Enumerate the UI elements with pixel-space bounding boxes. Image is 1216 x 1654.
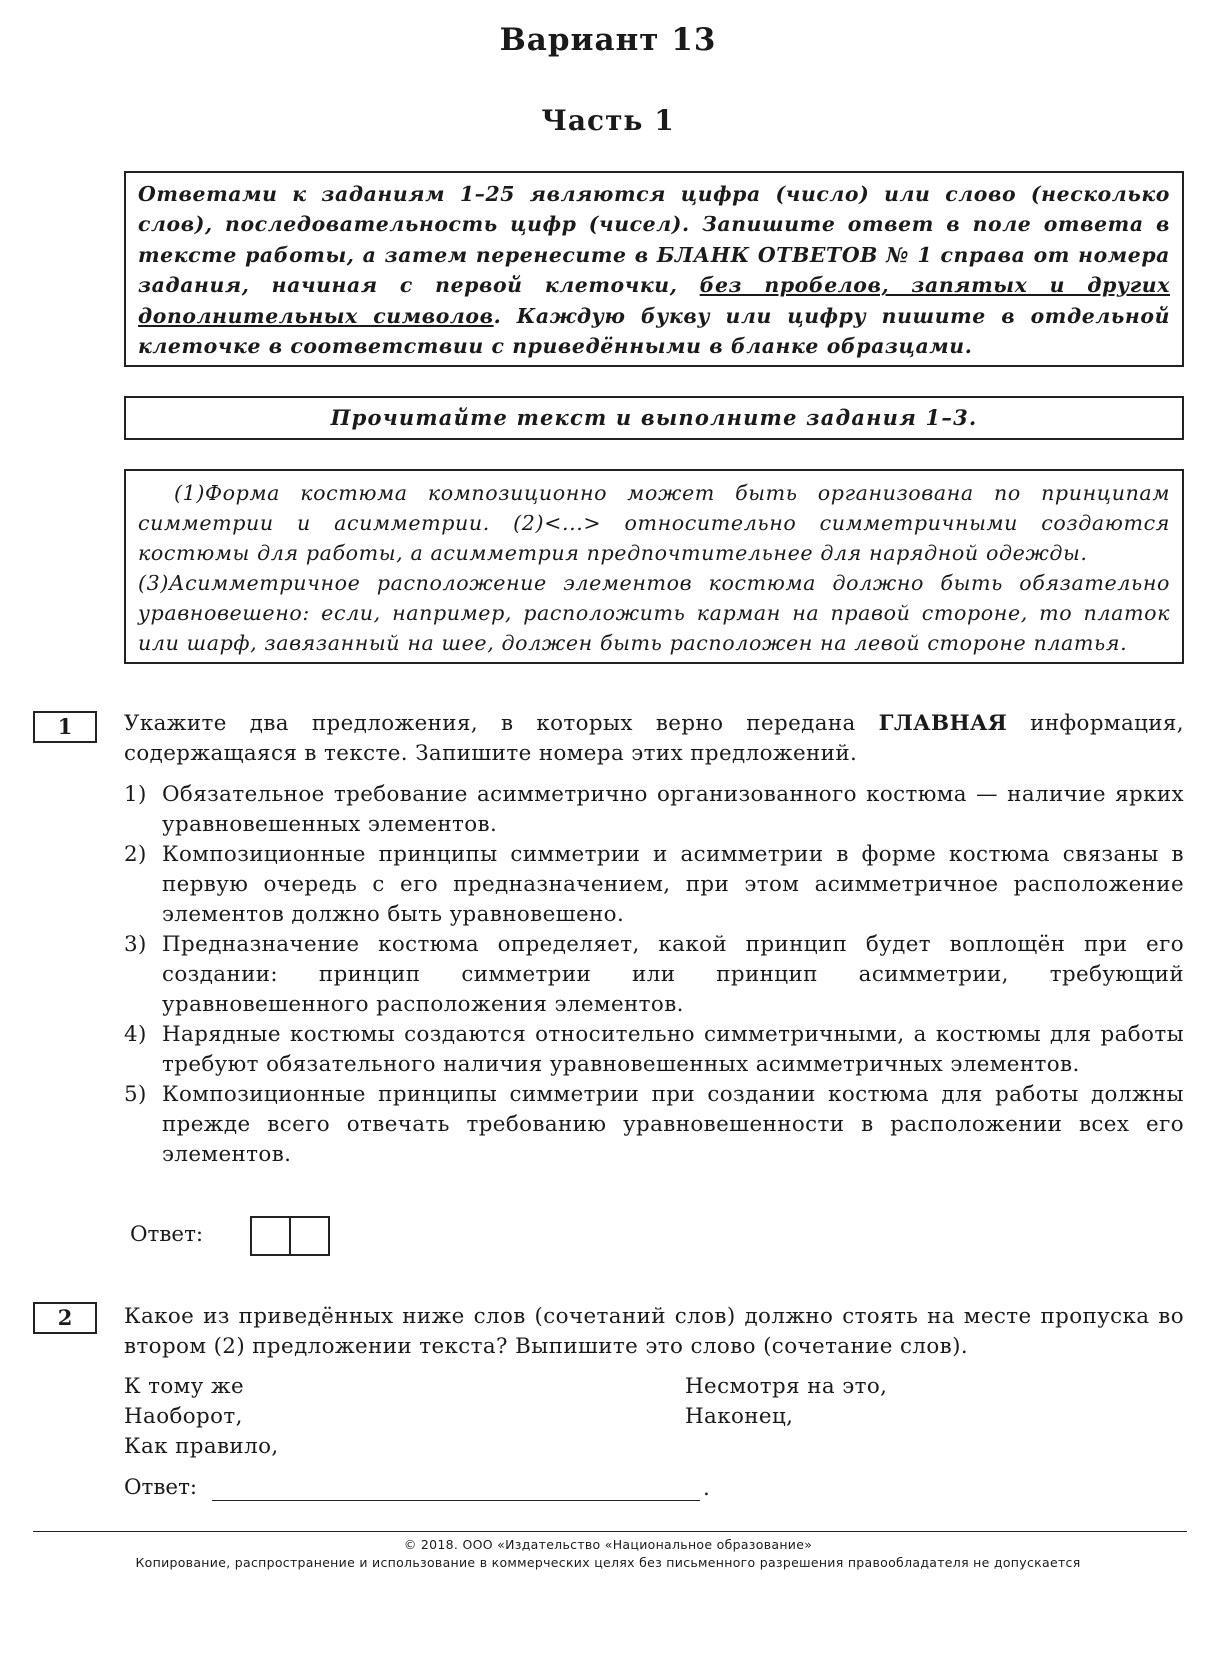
task-1-question — [124, 709, 1184, 769]
option-text: Нарядные костюмы создаются относительно симметричными, а костюмы для работы требуют обязательного наличия уравновешенных асимметричных элементов. — [162, 1022, 1184, 1077]
footer-notice: Копирование, распространение и использование в коммерческих целях без письменного разрешения правообладателя не допускается — [135, 1555, 1081, 1570]
read-instruction-box — [124, 396, 1184, 440]
answer-cell-1[interactable] — [252, 1218, 291, 1254]
answer-cell-2[interactable] — [291, 1218, 328, 1254]
option-number: 2) — [124, 842, 147, 867]
option-text: Композиционные принципы симметрии и асимметрии в форме костюма связаны в первую очередь с его предназначением, при этом асимметричное расположение элементов должно быть уравновешено. — [162, 842, 1184, 927]
footer-divider — [33, 1531, 1187, 1532]
instructions-text: Ответами к заданиям 1–25 являются цифра (число) или слово (несколько слов), последовательность цифр (чисел). Запишите ответ в поле ответа в тексте работы, а затем перенесите в БЛАНК ОТВЕТОВ № 1 справа от номера задания, начиная с первой клеточки, — [138, 182, 1170, 298]
part-title: Часть 1 — [541, 104, 675, 137]
option-number: 4) — [124, 1022, 147, 1047]
option-2 — [124, 840, 1184, 930]
task-2-answer-line[interactable] — [212, 1500, 700, 1501]
task-2-question: Какое из приведённых ниже слов (сочетаний слов) должно стоять на месте пропуска во втором (2) предложении текста? Выпишите это слово (сочетание слов). — [124, 1304, 1184, 1359]
option-5 — [124, 1080, 1184, 1170]
footer-copyright: © 2018. ООО «Издательство «Национальное образование» — [403, 1537, 813, 1552]
option-4 — [124, 1020, 1184, 1080]
option-number: 1) — [124, 782, 147, 807]
instructions-text-end: . Каждую букву или цифру пишите в отдельной клеточке в соответствии с приведёнными в бланке образцами. — [138, 303, 1170, 359]
task-2-words-left — [124, 1372, 279, 1462]
option-1 — [124, 780, 1184, 840]
option-number: 5) — [124, 1082, 147, 1107]
task-1-answer-cells[interactable] — [250, 1216, 330, 1256]
read-instruction: Прочитайте текст и выполните задания 1–3. — [330, 405, 978, 430]
variant-title: Вариант 13 — [499, 22, 717, 58]
task-1-question-bold: ГЛАВНАЯ — [878, 711, 1008, 736]
task-2-answer-end: . — [703, 1476, 710, 1501]
word-option: Как правило, — [124, 1434, 279, 1459]
task-1-question-text-end: информация, содержащаяся в тексте. Запишите номера этих предложений. — [124, 711, 1185, 766]
option-text: Обязательное требование асимметрично организованного костюма — наличие ярких уравновешенных элементов. — [162, 782, 1184, 837]
word-option: К тому же — [124, 1374, 245, 1399]
word-option: Наконец, — [685, 1404, 794, 1429]
passage-paragraph — [138, 478, 1170, 658]
task-1-answer-label: Ответ: — [130, 1222, 204, 1247]
passage-part-2: (3)Асимметричное расположение элементов костюма должно быть обязательно уравновешено: если, например, расположить карман на правой стороне, то платок или шарф, завязанный на шее, должен быть расположен на левой стороне платья. — [138, 571, 1170, 655]
task-2-number: 2 — [33, 1302, 97, 1334]
option-text: Композиционные принципы симметрии при создании костюма для работы должны прежде всего отвечать требованию уравновешенности в расположении всех его элементов. — [162, 1082, 1184, 1167]
option-number: 3) — [124, 932, 147, 957]
passage-box — [124, 469, 1184, 664]
option-text: Предназначение костюма определяет, какой принцип будет воплощён при его создании: принцип симметрии или принцип асимметрии, требующий уравновешенного расположения элементов. — [162, 932, 1184, 1017]
task-1-number: 1 — [33, 711, 97, 743]
task-2-answer-label: Ответ: — [124, 1475, 198, 1500]
option-3 — [124, 930, 1184, 1020]
word-option: Несмотря на это, — [685, 1374, 888, 1399]
task-1-question-text: Укажите два предложения, в которых верно передана — [124, 711, 879, 736]
word-option: Наоборот, — [124, 1404, 243, 1429]
instructions-underlined: без пробелов, запятых и других дополнительных символов — [138, 273, 1170, 328]
instructions-box — [124, 171, 1184, 367]
task-2-words-right — [685, 1372, 887, 1432]
task-1-options — [124, 780, 1184, 1170]
passage-part-1: (1)Форма костюма композиционно может быть организована по принципам симметрии и асимметрии. (2)<...> относительно симметричными создаются костюмы для работы, а асимметрия предпочтительнее для нарядной одежды. — [138, 481, 1170, 565]
